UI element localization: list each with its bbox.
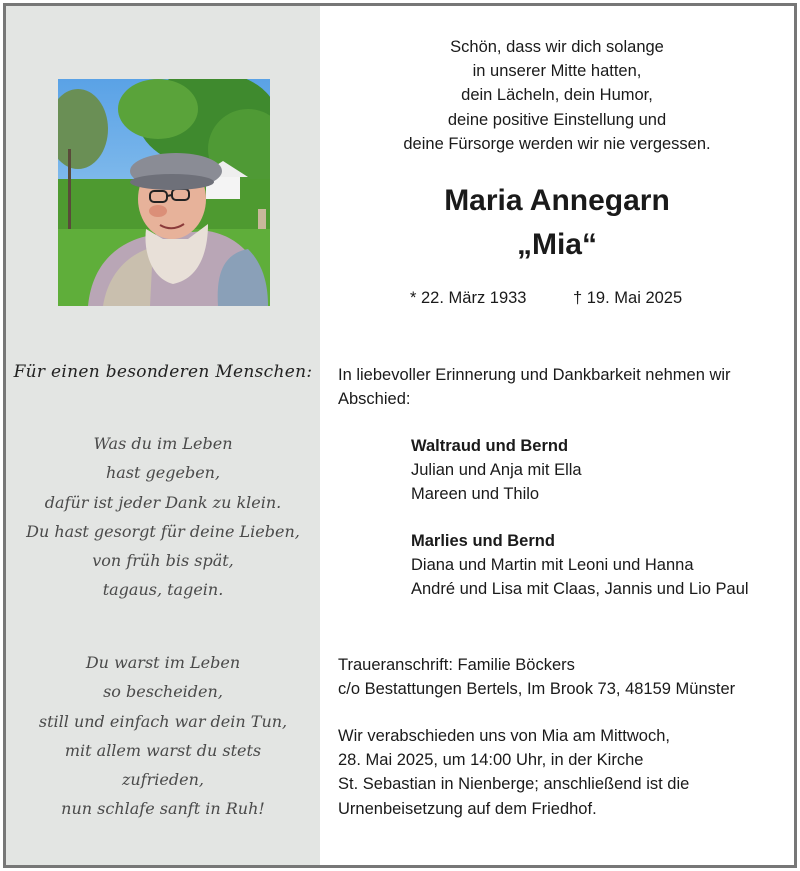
address-line: Traueranschrift: Familie Böckers [338, 656, 575, 674]
left-panel [6, 6, 320, 865]
ceremony-line: St. Sebastian in Nienberge; anschließend ist die [338, 775, 690, 794]
right-panel [320, 6, 794, 865]
poem-line: nun schlafe sanft in Ruh! [61, 799, 265, 819]
motto-line: deine Fürsorge werden wir nie vergessen. [403, 134, 711, 153]
birth-date: * 22. März 1933 [410, 289, 527, 307]
deceased-nickname: „Mia“ [516, 228, 597, 261]
poem-line: dafür ist jeder Dank zu klein. [44, 492, 282, 512]
poem-line: tagaus, tagein. [102, 580, 224, 600]
family-member: Mareen und Thilo [411, 485, 540, 504]
poem-line: Du warst im Leben [85, 653, 241, 672]
portrait-photo [58, 79, 270, 306]
poem-heading: Für einen besonderen Menschen: [13, 362, 313, 382]
farewell-intro [338, 363, 731, 411]
obituary-notice [3, 3, 797, 868]
poem-line: Was du im Leben [93, 434, 233, 453]
poem-line: von früh bis spät, [92, 551, 234, 571]
motto-line: in unserer Mitte hatten, [472, 62, 642, 81]
deceased-name: Maria Annegarn [444, 184, 670, 217]
address-line: c/o Bestattungen Bertels, Im Brook 73, 48159 Münster [338, 680, 736, 699]
family-group-head: Marlies und Bernd [411, 532, 555, 550]
ceremony-line: Wir verabschieden uns von Mia am Mittwoch, [338, 727, 670, 745]
family-group-head: Waltraud und Bernd [411, 437, 569, 455]
intro-line: In liebevoller Erinnerung und Dankbarkeit nehmen wir [338, 366, 731, 384]
poem-stanza-2 [6, 648, 320, 824]
poem-line: mit allem warst du stets [64, 740, 262, 760]
motto-line: dein Lächeln, dein Humor, [461, 86, 653, 105]
death-date: † 19. Mai 2025 [573, 289, 683, 307]
motto-verse [320, 35, 794, 156]
motto-line: Schön, dass wir dich solange [450, 38, 664, 56]
poem-line: zufrieden, [122, 770, 204, 790]
family-member: Julian und Anja mit Ella [411, 461, 582, 480]
family-member: André und Lisa mit Claas, Jannis und Lio Paul [411, 580, 749, 599]
family-group-2 [411, 529, 749, 602]
ceremony-info [338, 724, 689, 821]
poem-line: Du hast gesorgt für deine Lieben, [26, 521, 300, 541]
poem-line: still und einfach war dein Tun, [38, 711, 288, 731]
mourning-address [338, 653, 735, 701]
family-group-1 [411, 434, 582, 507]
poem-line: so bescheiden, [103, 682, 223, 702]
poem-stanza-1 [6, 429, 320, 605]
ceremony-line: Urnenbeisetzung auf dem Friedhof. [338, 799, 597, 818]
family-member: Diana und Martin mit Leoni und Hanna [411, 556, 694, 575]
poem-line: hast gegeben, [105, 463, 221, 483]
deceased-name-block [320, 179, 794, 267]
motto-line: deine positive Einstellung und [447, 110, 667, 129]
ceremony-line: 28. Mai 2025, um 14:00 Uhr, in der Kirche [338, 751, 644, 770]
intro-line: Abschied: [338, 390, 411, 409]
